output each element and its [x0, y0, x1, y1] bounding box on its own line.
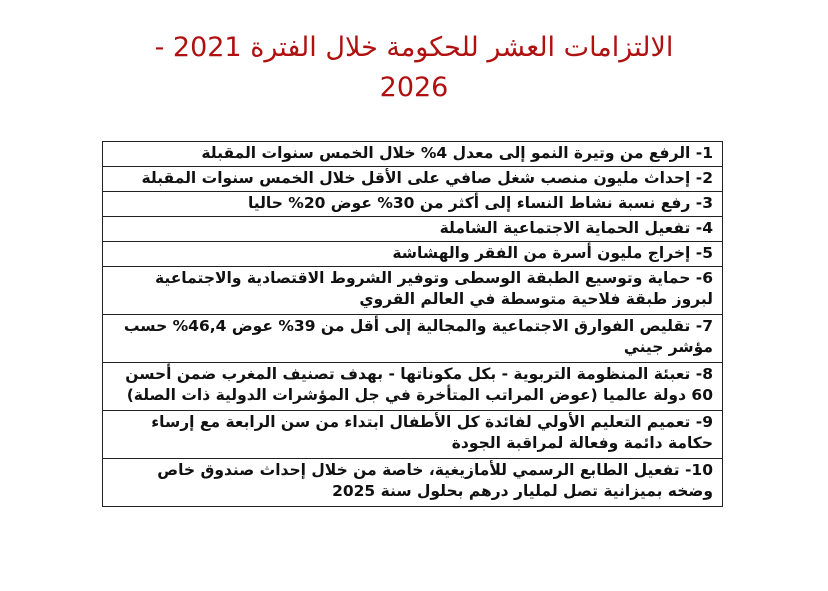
table-row	[103, 217, 723, 242]
table-row	[103, 267, 723, 315]
table-row	[103, 192, 723, 217]
table-row	[103, 242, 723, 267]
commitment-8: 8- تعبئة المنظومة التربوية - بكل مكوناتها - بهدف تصنيف المغرب ضمن أحسن 60 دولة عالميا (عوض المراتب المتأخرة في جل المؤشرات الدولية ذات الصلة)	[103, 363, 723, 411]
commitment-7: 7- تقليص الفوارق الاجتماعية والمجالية إلى أقل من 39% عوض 46,4% حسب مؤشر جيني	[103, 315, 723, 363]
table-row	[103, 167, 723, 192]
commitment-3: 3- رفع نسبة نشاط النساء إلى أكثر من 30% عوض 20% حاليا	[103, 192, 723, 217]
commitment-5: 5- إخراج مليون أسرة من الفقر والهشاشة	[103, 242, 723, 267]
commitment-10: 10- تفعيل الطابع الرسمي للأمازيغية، خاصة من خلال إحداث صندوق خاص وضخه بميزانية تصل لمليار درهم بحلول سنة 2025	[103, 459, 723, 507]
page-title	[0, 28, 828, 108]
table-row	[103, 363, 723, 411]
table-row	[103, 315, 723, 363]
commitment-6: 6- حماية وتوسيع الطبقة الوسطى وتوفير الشروط الاقتصادية والاجتماعية لبروز طبقة فلاحية متوسطة في العالم القروي	[103, 267, 723, 315]
commitments-table	[102, 141, 723, 507]
commitment-4: 4- تفعيل الحماية الاجتماعية الشاملة	[103, 217, 723, 242]
table-row	[103, 459, 723, 507]
commitment-9: 9- تعميم التعليم الأولي لفائدة كل الأطفال ابتداء من سن الرابعة مع إرساء حكامة دائمة وفعالة لمراقبة الجودة	[103, 411, 723, 459]
commitment-2: 2- إحداث مليون منصب شغل صافي على الأقل خلال الخمس سنوات المقبلة	[103, 167, 723, 192]
title-line-1: الالتزامات العشر للحكومة خلال الفترة 2021 -	[154, 32, 674, 63]
title-line-2: 2026	[379, 72, 449, 103]
commitment-1: 1- الرفع من وتيرة النمو إلى معدل 4% خلال الخمس سنوات المقبلة	[103, 142, 723, 167]
table-row	[103, 411, 723, 459]
table-row	[103, 142, 723, 167]
